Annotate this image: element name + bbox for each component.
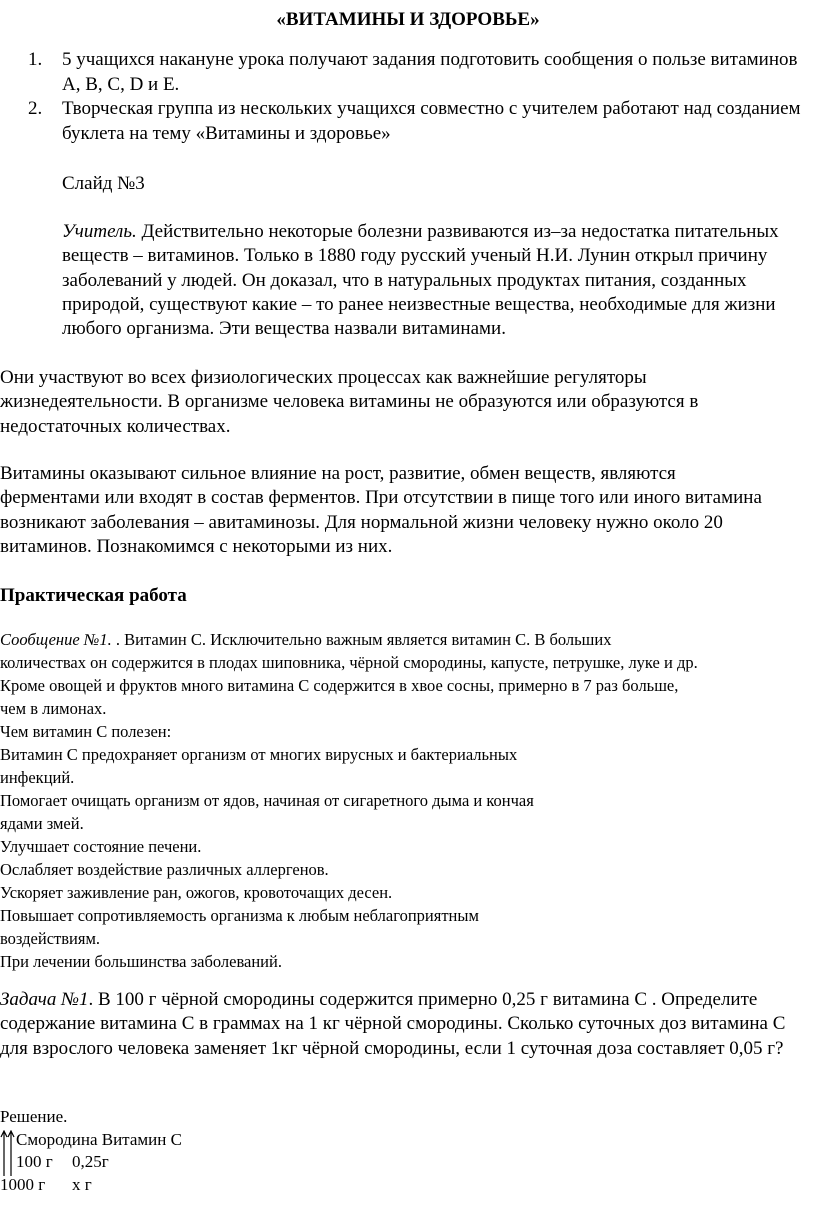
message-line: Улучшает состояние печени. [0, 837, 202, 856]
slide-label: Слайд №3 [62, 173, 145, 194]
list-item [28, 48, 816, 97]
task-paragraph [0, 988, 800, 1061]
teacher-paragraph [62, 220, 814, 341]
message-line: воздействиям. [0, 929, 101, 948]
message-line: ядами змей. [0, 814, 84, 833]
list-item-text: Творческая группа из нескольких учащихся совместно с учителем работают над созданием буклета на тему «Витамины и здоровье» [62, 98, 801, 144]
message-line: Ускоряет заживление ран, ожогов, кровоточащих десен. [0, 883, 393, 902]
solution-block [0, 1106, 400, 1196]
list-item-text: 5 учащихся накануне урока получают задания подготовить сообщения о пользе витаминов А, В, С, D и Е. [62, 49, 798, 95]
task-text: . В 100 г чёрной смородины содержится примерно 0,25 г витамина С . Определите содержание витамина С в граммах на 1 кг чёрной смородины. Сколько суточных доз витамина С для взрослого человека заменяет 1кг чёрной смородины, если 1 суточная доза составляет 0,05 г? [0, 989, 786, 1059]
message-block [0, 628, 816, 973]
solution-cell: 0,25г [72, 1152, 109, 1171]
up-arrows-icon [0, 1130, 16, 1178]
list-item-number: 1. [28, 49, 43, 70]
solution-cell: х г [72, 1174, 92, 1194]
message-line: Повышает сопротивляемость организма к любым неблагоприятным [0, 906, 479, 925]
solution-row [0, 1151, 400, 1174]
task-label: Задача №1 [0, 989, 89, 1010]
message-line: инфекций. [0, 768, 75, 787]
section-heading: Практическая работа [0, 585, 187, 606]
message-line: количествах он содержится в плодах шиповника, чёрной смородины, капусте, петрушке, луке и др. [0, 653, 698, 672]
message-line: чем в лимонах. [0, 699, 107, 718]
list-item-number: 2. [28, 98, 43, 119]
solution-cell: 1000 г [0, 1174, 46, 1194]
message-first-line: Сообщение №1. . Витамин С. Исключительно важным является витамин С. В больших [0, 630, 612, 649]
solution-header: Смородина Витамин С [16, 1129, 182, 1149]
message-line: Чем витамин С полезен: [0, 722, 172, 741]
paragraph-vitamins-influence: Витамины оказывают сильное влияние на рост, развитие, обмен веществ, являются ферментами или входят в состав ферментов. При отсутствии в пище того или иного витамина возникают заболевания – авитаминозы. Для нормальной жизни человеку нужно около 20 витаминов. Познакомимся с некоторыми из них. [0, 463, 762, 557]
teacher-text: Действительно некоторые болезни развиваются из–за недостатка питательных веществ – витаминов. Только в 1880 году русский ученый Н.И. Лунин открыл причину заболеваний у людей. Он доказал, что в натуральных продуктах питания, созданных природой, существуют какие – то ранее неизвестные вещества, необходимые для жизни любого организма. Эти вещества назвали витаминами. [62, 221, 779, 340]
message-line: При лечении большинства заболеваний. [0, 952, 282, 971]
teacher-label: Учитель. [62, 221, 137, 242]
solution-cell: 100 г [16, 1152, 53, 1171]
message-label: Сообщение №1. [0, 630, 112, 649]
task-list [28, 48, 816, 146]
paragraph-physiology: Они участвуют во всех физиологических процессах как важнейшие регуляторы жизнедеятельности. В организме человека витамины не образуются или образуются в недостаточных количествах. [0, 367, 699, 437]
solution-row [0, 1174, 400, 1197]
message-line: Витамин С предохраняет организм от многих вирусных и бактериальных [0, 745, 518, 764]
solution-label: Решение. [0, 1107, 68, 1126]
message-line: Помогает очищать организм от ядов, начиная от сигаретного дыма и кончая [0, 791, 534, 810]
list-item [28, 97, 816, 146]
message-line: Кроме овощей и фруктов много витамина С содержится в хвое сосны, примерно в 7 раз больше, [0, 676, 679, 695]
message-line: Ослабляет воздействие различных аллергенов. [0, 860, 329, 879]
document-title: «ВИТАМИНЫ И ЗДОРОВЬЕ» [276, 9, 540, 30]
